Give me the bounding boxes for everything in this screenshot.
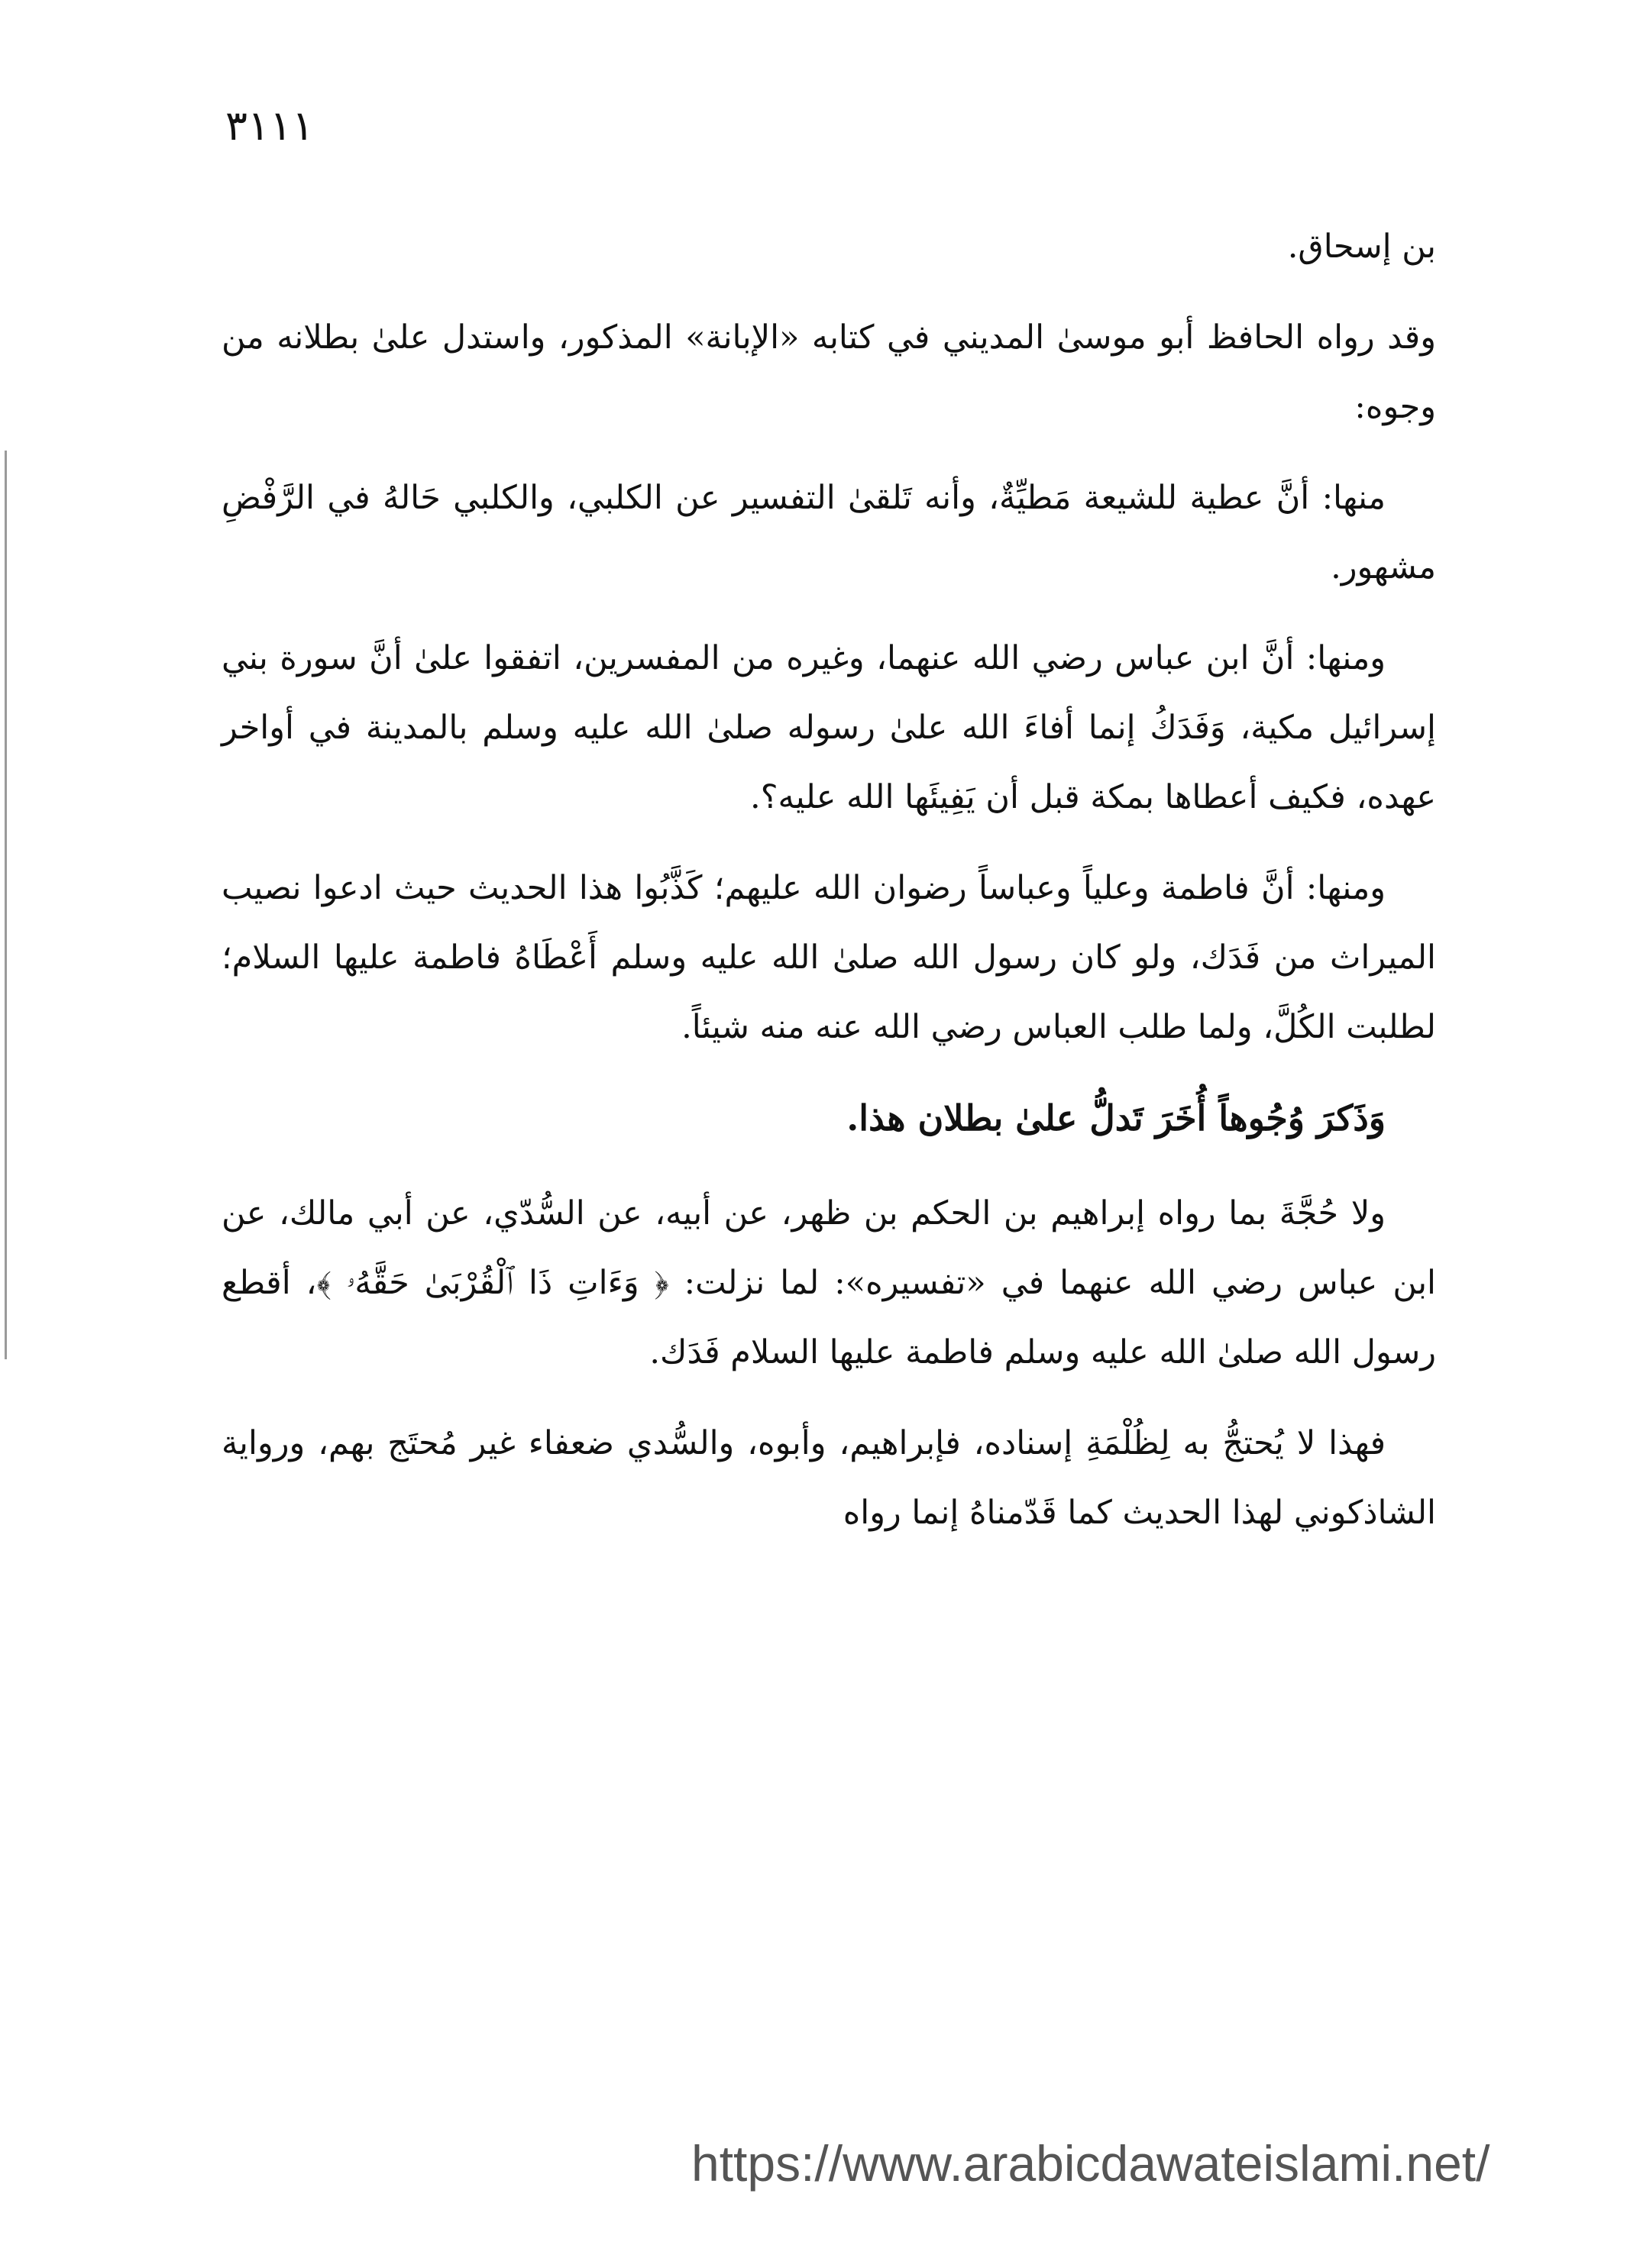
paragraph: بن إسحاق.	[1287, 228, 1436, 266]
paragraph: وقد رواه الحافظ أبو موسىٰ المديني في كتابه «الإبانة» المذكور، واستدل علىٰ بطلانه من وجوه:	[222, 318, 1436, 426]
paragraph: ولا حُجَّةَ بما رواه إبراهيم بن الحكم بن ظهر، عن أبيه، عن السُّدّي، عن أبي مالك، عن ابن عباس رضي الله عنهما في «تفسيره»: لما نزلت: ﴿ وَءَاتِ ذَا ٱلْقُرْبَىٰ حَقَّهُۥ ﴾، أقطع رسول الله صلىٰ الله عليه وسلم فاطمة عليها السلام فَدَك.	[222, 1194, 1436, 1371]
body-text	[222, 212, 1436, 1569]
paragraph: ومنها: أنَّ ابن عباس رضي الله عنهما، وغيره من المفسرين، اتفقوا علىٰ أنَّ سورة بني إسرائيل مكية، وَفَدَكُ إنما أفاءَ الله علىٰ رسوله صلىٰ الله عليه وسلم بالمدينة في أواخر عهده، فكيف أعطاها بمكة قبل أن يَفِيئَها الله عليه؟.	[222, 639, 1436, 816]
paragraph: منها: أنَّ عطية للشيعة مَطيِّةٌ، وأنه تَلقىٰ التفسير عن الكلبي، والكلبي حَالهُ في الرَّفْضِ مشهور.	[222, 479, 1436, 586]
watermark-url: https://www.arabicdawateislami.net/	[691, 2135, 1490, 2192]
page-number: ٣١١١	[225, 102, 315, 150]
section-heading: وَذَكرَ وُجُوهاً أُخَرَ تَدلُّ علىٰ بطلان هذا.	[846, 1097, 1386, 1139]
scan-edge-artifact	[5, 451, 7, 1359]
paragraph: ومنها: أنَّ فاطمة وعلياً وعباساً رضوان الله عليهم؛ كَذَّبُوا هذا الحديث حيث ادعوا نصيب الميراث من فَدَك، ولو كان رسول الله صلىٰ الله عليه وسلم أَعْطَاهُ فاطمة عليها السلام؛ لطلبت الكُلَّ، ولما طلب العباس رضي الله عنه منه شيئاً.	[222, 869, 1436, 1046]
paragraph: فهذا لا يُحتجُّ به لِظُلْمَةِ إسناده، فإبراهيم، وأبوه، والسُّدي ضعفاء غير مُحتَج بهم، ورواية الشاذكوني لهذا الحديث كما قَدّمناهُ إنما رواه	[222, 1424, 1436, 1532]
